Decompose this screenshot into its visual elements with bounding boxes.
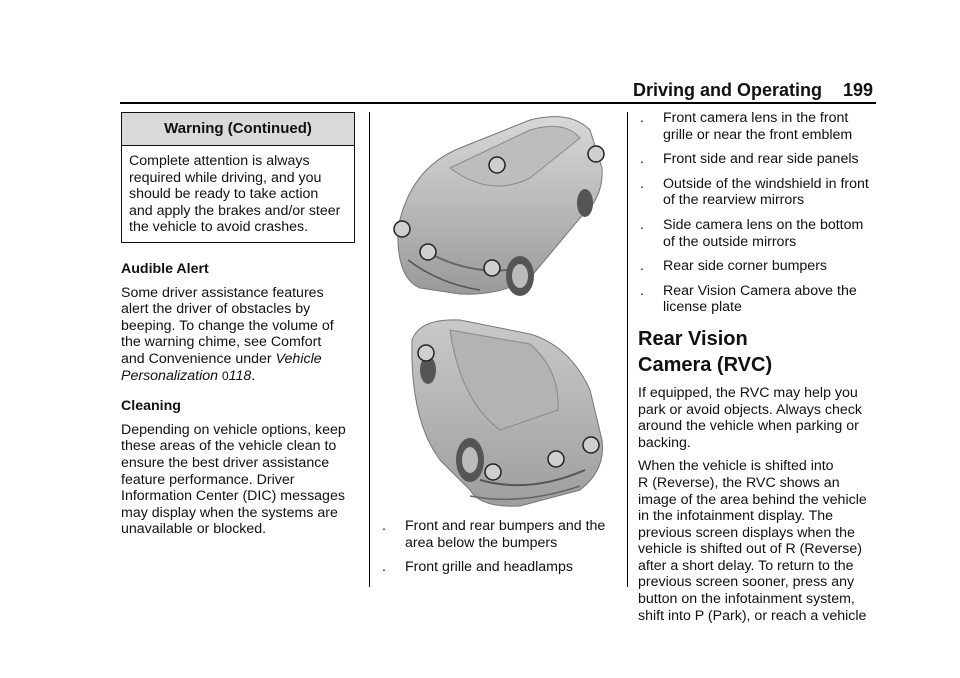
warning-body	[122, 146, 354, 242]
warning-line: should be ready to take action	[129, 186, 319, 203]
text-line: alert the driver of obstacles by	[121, 301, 311, 318]
cleaning-paragraph	[121, 422, 357, 538]
vehicle-personalization-link[interactable]: Vehicle	[275, 350, 322, 367]
list-item	[638, 258, 876, 275]
warning-line: Complete attention is always	[129, 153, 310, 169]
list-item	[638, 217, 876, 250]
column-divider-2	[627, 112, 628, 587]
column-2	[380, 108, 616, 584]
audible-alert-heading: Audible Alert	[121, 260, 209, 277]
text-line: unavailable or blocked.	[121, 521, 267, 538]
bullet-marker: .	[382, 559, 386, 576]
bullet-marker: .	[640, 151, 644, 168]
page-ref-number[interactable]: 118	[228, 367, 252, 384]
text-line: park or avoid objects. Always check	[638, 401, 862, 418]
text-line: around the vehicle when parking or	[638, 418, 859, 435]
text-line: of the rearview mirrors	[663, 192, 805, 209]
text-line: Outside of the windshield in front	[663, 175, 869, 192]
text-line: image of the area behind the vehicle	[638, 491, 867, 508]
list-item	[638, 283, 876, 316]
text-line: button on the infotainment system,	[638, 591, 855, 608]
text-line: previous screen displays when the	[638, 524, 855, 541]
text-line: R (Reverse), the RVC shows an	[638, 474, 840, 491]
cleaning-heading: Cleaning	[121, 398, 181, 415]
text-line: area below the bumpers	[405, 534, 558, 551]
text-line: When the vehicle is shifted into	[638, 458, 834, 475]
text-span: .	[251, 367, 256, 384]
bullet-marker: .	[640, 175, 644, 192]
text-line: backing.	[638, 434, 691, 451]
text-line: previous screen sooner, press any	[638, 574, 855, 591]
bullet-marker: .	[382, 518, 386, 534]
list-item	[380, 518, 616, 551]
text-line: vehicle is shifted out of R (Reverse)	[638, 541, 862, 558]
front-vehicle-illustration	[380, 108, 612, 298]
bullet-marker: .	[640, 216, 644, 233]
text-line: Front side and rear side panels	[663, 151, 859, 168]
audible-alert-paragraph	[121, 285, 357, 385]
vehicle-personalization-link-cont[interactable]: Personalization	[121, 367, 219, 384]
text-line: feature performance. Driver	[121, 471, 295, 488]
text-line: Depending on vehicle options, keep	[121, 421, 346, 438]
text-line: of the outside mirrors	[663, 233, 797, 250]
warning-heading: Warning (Continued)	[122, 113, 354, 146]
list-item	[380, 559, 616, 576]
text-line: Front camera lens in the front	[663, 110, 849, 126]
text-line: Some driver assistance features	[121, 284, 324, 301]
text-line: grille or near the front emblem	[663, 126, 853, 143]
rvc-section-title	[638, 326, 876, 378]
rear-vehicle-illustration	[380, 310, 612, 508]
text-line: Front and rear bumpers and the	[405, 518, 606, 534]
col2-bullet-list	[380, 518, 616, 576]
text-line: beeping. To change the volume of	[121, 317, 334, 334]
bullet-marker: .	[640, 282, 644, 299]
text-line: ensure the best driver assistance	[121, 454, 330, 471]
page-ref-symbol: 0	[221, 368, 229, 383]
rvc-paragraph-1	[638, 385, 876, 451]
column-3	[638, 108, 876, 624]
text-line	[121, 351, 357, 368]
title-line: Camera (RVC)	[638, 353, 773, 376]
text-line: Side camera lens on the bottom	[663, 216, 864, 233]
text-line: Information Center (DIC) messages	[121, 488, 345, 505]
text-line: Front grille and headlamps	[405, 559, 573, 576]
bullet-marker: .	[640, 110, 644, 126]
text-span: and Convenience under	[121, 350, 276, 367]
page-number: 199	[843, 80, 874, 100]
header-rule	[120, 102, 876, 104]
list-item	[638, 176, 876, 209]
warning-line: required while driving, and you	[129, 169, 322, 186]
column-1	[121, 108, 357, 538]
rvc-paragraph-2	[638, 458, 876, 624]
text-line: in the infotainment display. The	[638, 508, 834, 525]
title-line: Rear Vision	[638, 327, 748, 350]
text-line: after a short delay. To return to the	[638, 557, 854, 574]
text-line: Rear Vision Camera above the	[663, 282, 857, 299]
warning-line: the vehicle to avoid crashes.	[129, 219, 309, 236]
text-line: the warning chime, see Comfort	[121, 334, 322, 351]
text-line: license plate	[663, 299, 742, 316]
text-line: If equipped, the RVC may help you	[638, 384, 858, 401]
text-line: shift into P (Park), or reach a vehicle	[638, 607, 867, 624]
text-line: Rear side corner bumpers	[663, 258, 828, 275]
warning-box	[121, 112, 355, 243]
col3-bullet-list	[638, 110, 876, 316]
bullet-marker: .	[640, 258, 644, 275]
text-line	[121, 368, 357, 385]
list-item	[638, 151, 876, 168]
running-header-title: Driving and Operating	[633, 80, 823, 100]
text-line: may display when the systems are	[121, 504, 338, 521]
list-item	[638, 110, 876, 143]
warning-line: and apply the brakes and/or steer	[129, 202, 341, 219]
column-divider-1	[369, 112, 370, 587]
text-line: these areas of the vehicle clean to	[121, 438, 337, 455]
